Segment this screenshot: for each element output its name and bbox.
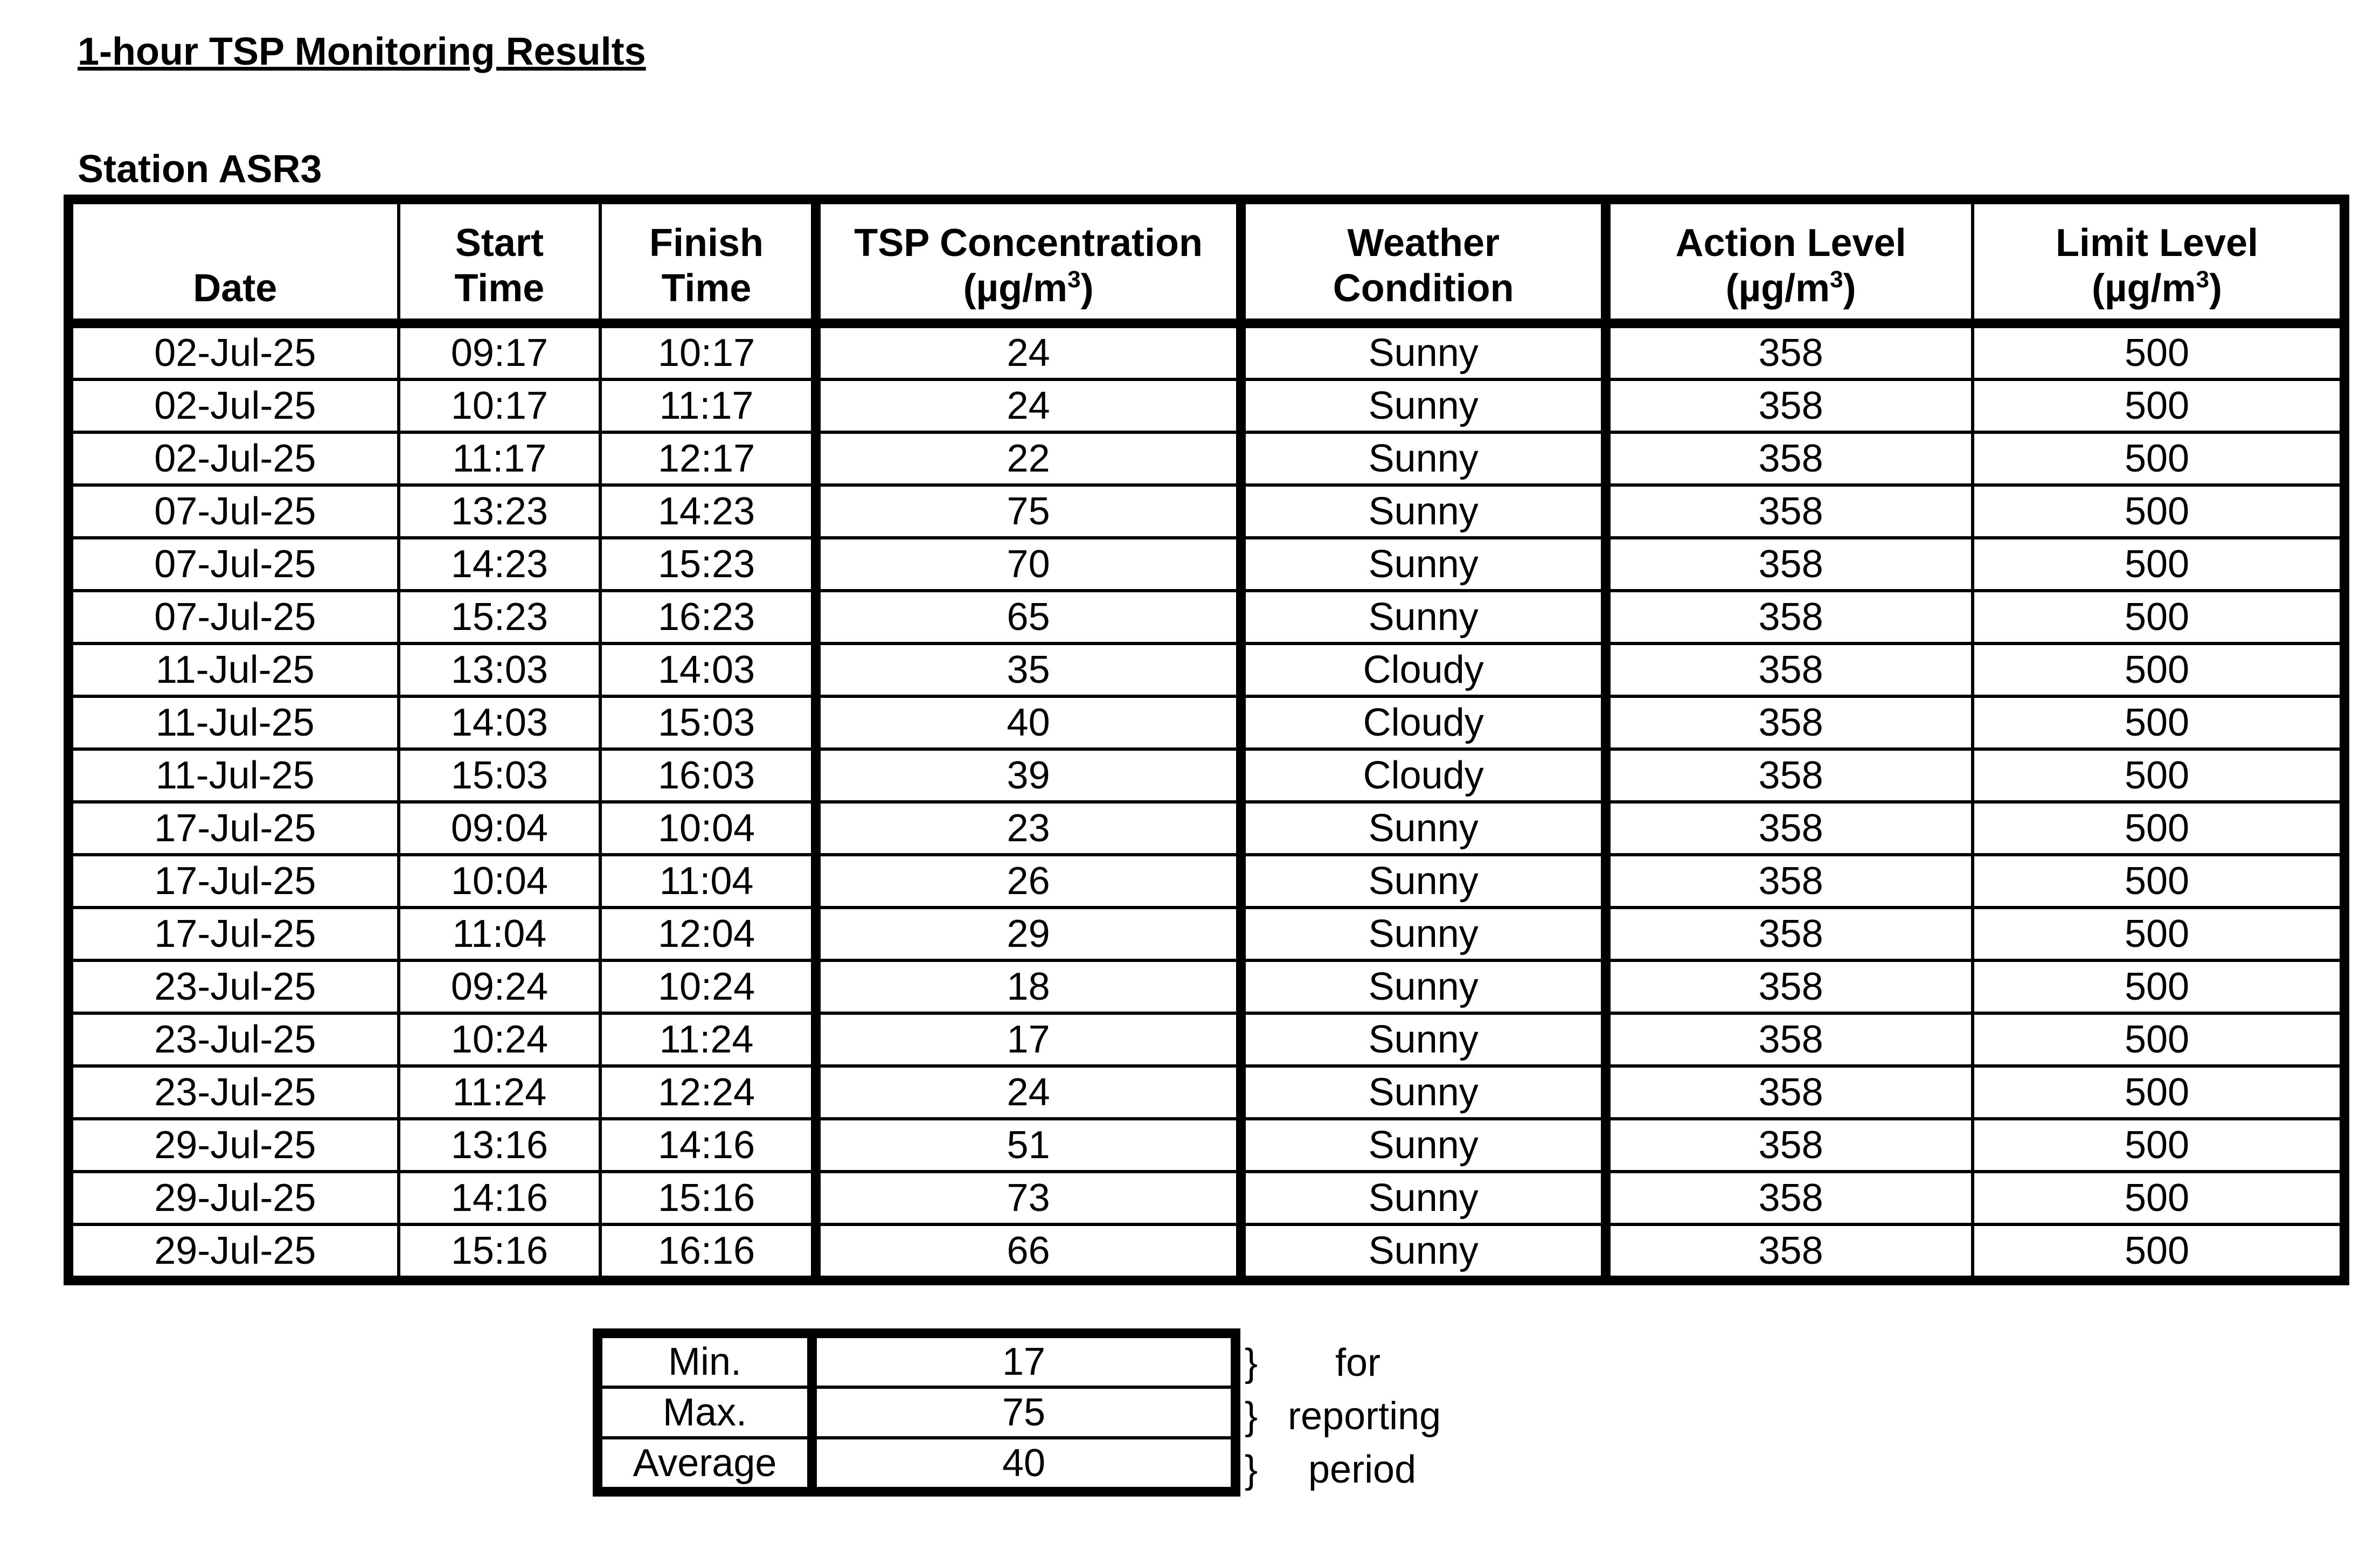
summary-label: Average <box>598 1438 812 1492</box>
limit-level-cell: 500 <box>1973 855 2344 908</box>
table-row <box>68 1066 2344 1119</box>
limit-level-cell: 500 <box>1973 802 2344 855</box>
action-level-cell: 358 <box>1606 1224 1973 1280</box>
tsp-value-cell: 51 <box>816 1119 1241 1172</box>
start-time-cell: 14:23 <box>399 538 601 591</box>
finish-time-cell: 12:04 <box>600 908 816 960</box>
summary-value: 17 <box>812 1333 1236 1387</box>
start-time-cell: 10:24 <box>399 1013 601 1066</box>
date-cell: 11-Jul-25 <box>68 696 399 749</box>
table-row <box>68 379 2344 432</box>
header-tsp-concentration: TSP Concentration $(\mu g/m^3)$ <box>816 199 1241 323</box>
tsp-value-cell: 73 <box>816 1172 1241 1224</box>
date-cell: 07-Jul-25 <box>68 591 399 643</box>
action-level-cell: 358 <box>1606 855 1973 908</box>
header-limit-level: Limit Level $(\mu g/m^3)$ <box>1973 199 2344 323</box>
weather-cell: Sunny <box>1241 855 1606 908</box>
tsp-value-cell: 65 <box>816 591 1241 643</box>
start-time-cell: 09:04 <box>399 802 601 855</box>
table-row <box>68 1013 2344 1066</box>
limit-level-cell: 500 <box>1973 432 2344 485</box>
action-level-cell: 358 <box>1606 591 1973 643</box>
tsp-value-cell: 40 <box>816 696 1241 749</box>
date-cell: 17-Jul-25 <box>68 802 399 855</box>
tsp-value-cell: 24 <box>816 379 1241 432</box>
action-level-cell: 358 <box>1606 1172 1973 1224</box>
finish-time-cell: 10:17 <box>600 323 816 379</box>
limit-level-cell: 500 <box>1973 696 2344 749</box>
header-start-time: Start Time <box>399 199 601 323</box>
table-row <box>68 855 2344 908</box>
limit-level-cell: 500 <box>1973 749 2344 802</box>
start-time-cell: 09:17 <box>399 323 601 379</box>
action-level-cell: 358 <box>1606 432 1973 485</box>
table-row <box>68 908 2344 960</box>
tsp-value-cell: 29 <box>816 908 1241 960</box>
date-cell: 23-Jul-25 <box>68 960 399 1013</box>
action-level-cell: 358 <box>1606 323 1973 379</box>
limit-level-cell: 500 <box>1973 485 2344 538</box>
weather-cell: Sunny <box>1241 591 1606 643</box>
weather-cell: Sunny <box>1241 432 1606 485</box>
start-time-cell: 11:17 <box>399 432 601 485</box>
start-time-cell: 13:03 <box>399 643 601 696</box>
station-label: Station ASR3 <box>78 148 322 191</box>
date-cell: 11-Jul-25 <box>68 749 399 802</box>
summary-row <box>598 1333 1236 1387</box>
tsp-value-cell: 22 <box>816 432 1241 485</box>
finish-time-cell: 11:04 <box>600 855 816 908</box>
weather-cell: Sunny <box>1241 323 1606 379</box>
action-level-cell: 358 <box>1606 802 1973 855</box>
summary-value: 40 <box>812 1438 1236 1492</box>
action-level-cell: 358 <box>1606 379 1973 432</box>
brace-glyph: } <box>1245 1341 1258 1384</box>
table-row <box>68 1172 2344 1224</box>
date-cell: 07-Jul-25 <box>68 485 399 538</box>
tsp-value-cell: 23 <box>816 802 1241 855</box>
action-level-cell: 358 <box>1606 538 1973 591</box>
action-level-cell: 358 <box>1606 749 1973 802</box>
weather-cell: Sunny <box>1241 1224 1606 1280</box>
action-level-cell: 358 <box>1606 908 1973 960</box>
table-row <box>68 485 2344 538</box>
finish-time-cell: 16:23 <box>600 591 816 643</box>
finish-time-cell: 15:03 <box>600 696 816 749</box>
table-body <box>68 323 2344 1280</box>
weather-cell: Sunny <box>1241 1013 1606 1066</box>
brace-note-line <box>1245 1397 1441 1436</box>
start-time-cell: 15:16 <box>399 1224 601 1280</box>
brace-note-line <box>1245 1450 1416 1489</box>
finish-time-cell: 14:23 <box>600 485 816 538</box>
start-time-cell: 10:04 <box>399 855 601 908</box>
weather-cell: Cloudy <box>1241 643 1606 696</box>
limit-level-cell: 500 <box>1973 643 2344 696</box>
tsp-value-cell: 17 <box>816 1013 1241 1066</box>
table-header <box>68 199 2344 323</box>
limit-level-cell: 500 <box>1973 1172 2344 1224</box>
tsp-value-cell: 24 <box>816 1066 1241 1119</box>
finish-time-cell: 10:04 <box>600 802 816 855</box>
weather-cell: Sunny <box>1241 1066 1606 1119</box>
table-row <box>68 960 2344 1013</box>
limit-level-cell: 500 <box>1973 591 2344 643</box>
header-date: Date <box>68 199 399 323</box>
weather-cell: Sunny <box>1241 1172 1606 1224</box>
weather-cell: Sunny <box>1241 908 1606 960</box>
date-cell: 29-Jul-25 <box>68 1119 399 1172</box>
table-row <box>68 749 2344 802</box>
limit-level-cell: 500 <box>1973 1013 2344 1066</box>
brace-note-text: reporting <box>1288 1395 1441 1438</box>
header-weather-condition: Weather Condition <box>1241 199 1606 323</box>
date-cell: 02-Jul-25 <box>68 432 399 485</box>
date-cell: 29-Jul-25 <box>68 1172 399 1224</box>
weather-cell: Sunny <box>1241 485 1606 538</box>
finish-time-cell: 10:24 <box>600 960 816 1013</box>
limit-level-cell: 500 <box>1973 908 2344 960</box>
start-time-cell: 15:23 <box>399 591 601 643</box>
brace-note-text: for <box>1335 1341 1381 1384</box>
date-cell: 17-Jul-25 <box>68 855 399 908</box>
start-time-cell: 11:04 <box>399 908 601 960</box>
table-row <box>68 1224 2344 1280</box>
tsp-value-cell: 35 <box>816 643 1241 696</box>
action-level-cell: 358 <box>1606 1119 1973 1172</box>
action-level-cell: 358 <box>1606 485 1973 538</box>
date-cell: 29-Jul-25 <box>68 1224 399 1280</box>
summary-row <box>598 1438 1236 1492</box>
finish-time-cell: 11:17 <box>600 379 816 432</box>
weather-cell: Sunny <box>1241 379 1606 432</box>
weather-cell: Sunny <box>1241 1119 1606 1172</box>
summary-value: 75 <box>812 1387 1236 1438</box>
finish-time-cell: 11:24 <box>600 1013 816 1066</box>
date-cell: 07-Jul-25 <box>68 538 399 591</box>
weather-cell: Cloudy <box>1241 696 1606 749</box>
date-cell: 02-Jul-25 <box>68 323 399 379</box>
summary-row <box>598 1387 1236 1438</box>
limit-level-cell: 500 <box>1973 538 2344 591</box>
tsp-value-cell: 66 <box>816 1224 1241 1280</box>
header-finish-time: Finish Time <box>600 199 816 323</box>
limit-level-cell: 500 <box>1973 1224 2344 1280</box>
brace-note-line <box>1245 1341 1381 1384</box>
date-cell: 17-Jul-25 <box>68 908 399 960</box>
limit-level-cell: 500 <box>1973 1119 2344 1172</box>
date-cell: 23-Jul-25 <box>68 1013 399 1066</box>
tsp-value-cell: 26 <box>816 855 1241 908</box>
date-cell: 23-Jul-25 <box>68 1066 399 1119</box>
limit-level-cell: 500 <box>1973 1066 2344 1119</box>
brace-note-text: period <box>1308 1448 1417 1491</box>
finish-time-cell: 14:16 <box>600 1119 816 1172</box>
start-time-cell: 09:24 <box>399 960 601 1013</box>
limit-level-cell: 500 <box>1973 379 2344 432</box>
weather-cell: Cloudy <box>1241 749 1606 802</box>
start-time-cell: 13:23 <box>399 485 601 538</box>
summary-label: Min. <box>598 1333 812 1387</box>
finish-time-cell: 12:24 <box>600 1066 816 1119</box>
header-action-level: Action Level $(\mu g/m^3)$ <box>1606 199 1973 323</box>
table-row <box>68 643 2344 696</box>
finish-time-cell: 12:17 <box>600 432 816 485</box>
tsp-value-cell: 70 <box>816 538 1241 591</box>
action-level-cell: 358 <box>1606 960 1973 1013</box>
results-table <box>64 195 2349 1285</box>
tsp-value-cell: 24 <box>816 323 1241 379</box>
action-level-cell: 358 <box>1606 696 1973 749</box>
brace-glyph: } <box>1245 1395 1258 1438</box>
finish-time-cell: 14:03 <box>600 643 816 696</box>
tsp-value-cell: 75 <box>816 485 1241 538</box>
date-cell: 11-Jul-25 <box>68 643 399 696</box>
table-row <box>68 538 2344 591</box>
start-time-cell: 13:16 <box>399 1119 601 1172</box>
weather-cell: Sunny <box>1241 802 1606 855</box>
limit-level-cell: 500 <box>1973 960 2344 1013</box>
start-time-cell: 10:17 <box>399 379 601 432</box>
tsp-value-cell: 18 <box>816 960 1241 1013</box>
brace-glyph: } <box>1245 1448 1258 1491</box>
finish-time-cell: 15:23 <box>600 538 816 591</box>
table-row <box>68 1119 2344 1172</box>
limit-level-cell: 500 <box>1973 323 2344 379</box>
table-row <box>68 802 2344 855</box>
finish-time-cell: 15:16 <box>600 1172 816 1224</box>
start-time-cell: 11:24 <box>399 1066 601 1119</box>
action-level-cell: 358 <box>1606 643 1973 696</box>
tsp-value-cell: 39 <box>816 749 1241 802</box>
weather-cell: Sunny <box>1241 538 1606 591</box>
date-cell: 02-Jul-25 <box>68 379 399 432</box>
finish-time-cell: 16:03 <box>600 749 816 802</box>
action-level-cell: 358 <box>1606 1066 1973 1119</box>
start-time-cell: 14:03 <box>399 696 601 749</box>
start-time-cell: 14:16 <box>399 1172 601 1224</box>
table-row <box>68 323 2344 379</box>
table-row <box>68 696 2344 749</box>
weather-cell: Sunny <box>1241 960 1606 1013</box>
action-level-cell: 358 <box>1606 1013 1973 1066</box>
finish-time-cell: 16:16 <box>600 1224 816 1280</box>
start-time-cell: 15:03 <box>399 749 601 802</box>
summary-label: Max. <box>598 1387 812 1438</box>
table-row <box>68 432 2344 485</box>
summary-table <box>593 1328 1240 1497</box>
table-row <box>68 591 2344 643</box>
document-title: 1-hour TSP Monitoring Results <box>78 30 646 73</box>
